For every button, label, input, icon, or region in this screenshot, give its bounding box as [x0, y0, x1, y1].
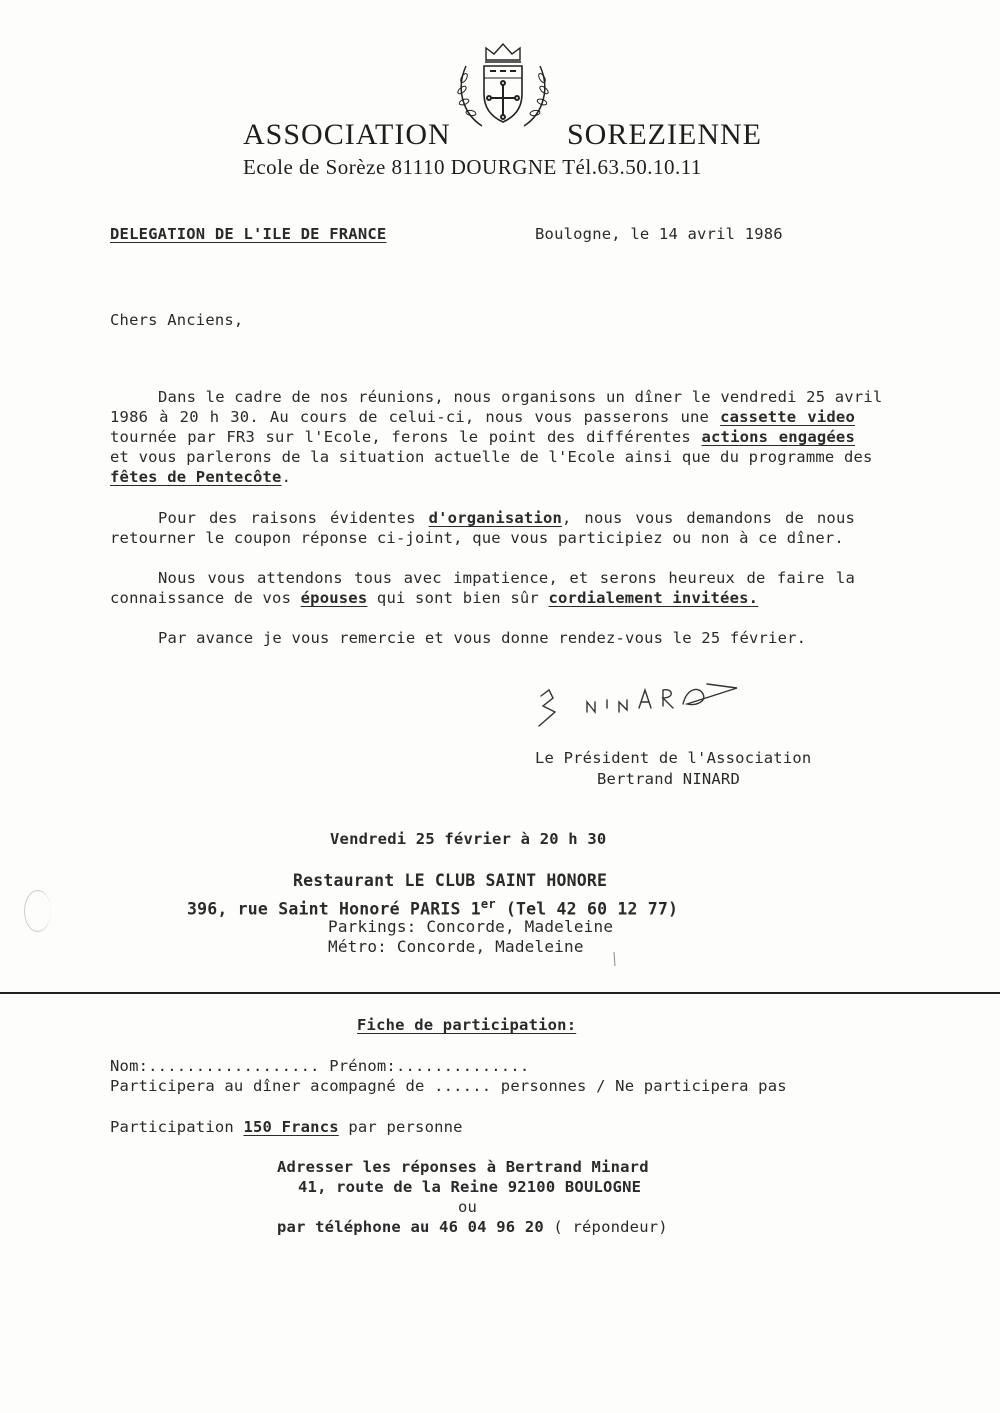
- text-run: ( répondeur): [543, 1218, 668, 1236]
- punch-hole-mark: [24, 890, 51, 932]
- highlight-epouses: épouses: [300, 589, 368, 607]
- highlight-invitees: cordialement invitées.: [548, 589, 759, 607]
- text-run: tournée par FR3 sur l'Ecole, ferons le point des différentes: [110, 428, 702, 446]
- attendance-line: Participera au dîner acompagné de ...... personnes / Ne participera pas: [110, 1077, 787, 1095]
- handwritten-signature: [527, 676, 742, 740]
- fold-mark-icon: [600, 952, 630, 966]
- paragraph-line: retourner le coupon réponse ci-joint, que vous participiez ou non à ce dîner.: [110, 529, 844, 547]
- text-run: connaissance de vos: [110, 589, 301, 607]
- paragraph-invitation: [110, 568, 855, 608]
- paragraph-line: [110, 427, 855, 447]
- paragraph-line: Par avance je vous remercie et vous donne rendez-vous le 25 février.: [158, 629, 807, 647]
- paragraph-organisation: [110, 508, 855, 548]
- reply-to: Adresser les réponses à Bertrand Minard: [277, 1158, 649, 1176]
- association-name-right: SOREZIENNE: [567, 118, 762, 151]
- reply-address: 41, route de la Reine 92100 BOULOGNE: [298, 1178, 642, 1196]
- signatory-name: Bertrand NINARD: [597, 770, 740, 788]
- restaurant-address: [187, 897, 678, 919]
- letter-date: Boulogne, le 14 avril 1986: [535, 225, 783, 243]
- text-run: 396, rue Saint Honoré PARIS 1: [187, 899, 481, 919]
- paragraph-line: [110, 467, 855, 487]
- text-run: .: [281, 468, 292, 486]
- paragraph-line: [110, 407, 855, 427]
- delegation-title: DELEGATION DE L'ILE DE FRANCE: [110, 225, 387, 243]
- text-run: 1986 à 20 h 30. Au cours de celui-ci, nous vous passerons une: [110, 408, 721, 426]
- salutation: Chers Anciens,: [110, 311, 244, 329]
- highlight-cassette-video: cassette video: [720, 408, 855, 426]
- fee-amount: 150 Francs: [243, 1118, 339, 1136]
- form-title: Fiche de participation:: [357, 1016, 577, 1034]
- highlight-organisation: d'organisation: [428, 509, 563, 527]
- superscript: er: [480, 897, 496, 911]
- metro-info: Métro: Concorde, Madeleine: [328, 937, 584, 956]
- letterhead-address: Ecole de Sorèze 81110 DOURGNE Tél.63.50.10.11: [243, 155, 702, 179]
- coat-of-arms-icon: [452, 38, 554, 134]
- parkings-info: Parkings: Concorde, Madeleine: [328, 917, 614, 936]
- paragraph-line: [110, 588, 855, 608]
- paragraph-dinner: [110, 387, 883, 487]
- association-name-left: ASSOCIATION: [243, 118, 451, 151]
- cut-line-divider: [0, 992, 1000, 994]
- name-fields: Nom:.................. Prénom:..............: [110, 1057, 530, 1075]
- paragraph-line: Nous vous attendons tous avec impatience, et serons heureux de faire la: [158, 569, 855, 587]
- restaurant-name: Restaurant LE CLUB SAINT HONORE: [293, 871, 608, 890]
- text-run: qui sont bien sûr: [367, 589, 549, 607]
- highlight-actions: actions engagées: [701, 428, 855, 446]
- text-run: Participation: [110, 1118, 244, 1136]
- paragraph-thanks: [110, 628, 855, 648]
- reply-phone: [277, 1218, 668, 1236]
- event-date: Vendredi 25 février à 20 h 30: [330, 830, 607, 848]
- highlight-fetes: fêtes de Pentecôte: [110, 468, 282, 486]
- paragraph-line: [110, 508, 855, 528]
- text-run: par personne: [338, 1118, 463, 1136]
- fee-line: [110, 1118, 463, 1136]
- text-run: , nous vous demandons de nous: [562, 509, 856, 527]
- text-run: (Tel 42 60 12 77): [495, 899, 679, 919]
- paragraph-line: et vous parlerons de la situation actuelle de l'Ecole ainsi que du programme des: [110, 448, 873, 466]
- signatory-title: Le Président de l'Association: [535, 749, 812, 767]
- text-run: par téléphone au 46 04 96 20: [277, 1218, 544, 1236]
- text-run: Pour des raisons évidentes: [158, 509, 429, 527]
- reply-or: ou: [458, 1198, 478, 1216]
- paragraph-line: Dans le cadre de nos réunions, nous organisons un dîner le vendredi 25 avril: [158, 388, 883, 406]
